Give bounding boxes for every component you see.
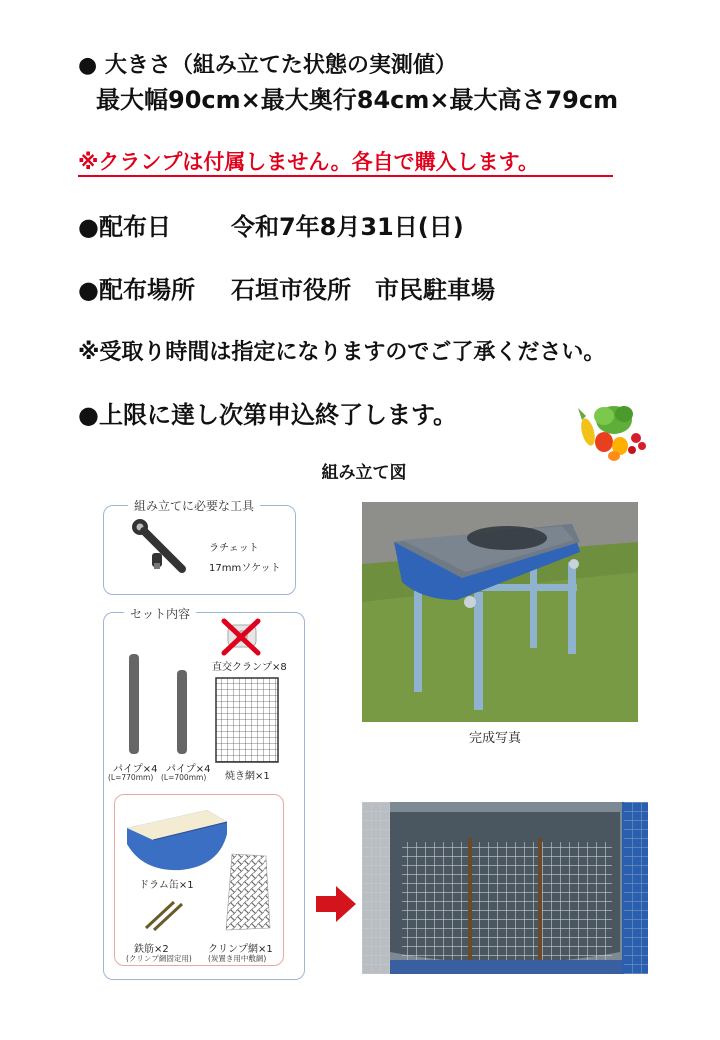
drum-interior-image bbox=[362, 802, 648, 974]
vegetables-illustration bbox=[574, 398, 654, 466]
place-label: ●配布場所 bbox=[78, 276, 195, 304]
limit-note: ●上限に達し次第申込終了します。 bbox=[78, 401, 458, 429]
rebar-label: 鉄筋×2 bbox=[134, 944, 169, 955]
grill-net-label: 焼き網×1 bbox=[225, 771, 270, 782]
clamp-notice: ※クランプは付属しません。各自で購入します。 bbox=[78, 150, 539, 174]
drum-interior-photo bbox=[362, 802, 648, 974]
size-dimensions: 最大幅90cm×最大奥行84cm×最大高さ79cm bbox=[96, 86, 619, 114]
drum-icon bbox=[123, 804, 233, 874]
rebar-icon bbox=[140, 898, 188, 934]
set-contents-title: セット内容 bbox=[124, 605, 196, 622]
pipes-icon bbox=[125, 652, 205, 756]
place-value: 石垣市役所 市民駐車場 bbox=[230, 276, 495, 304]
crimp-net-icon bbox=[222, 852, 272, 932]
distribution-date bbox=[78, 207, 464, 242]
pipe2-label: パイプ×4 bbox=[166, 764, 211, 775]
distribution-place bbox=[78, 270, 495, 305]
crimp-net-note: (炭置き用中敷網) bbox=[208, 954, 267, 963]
pipe1-label: パイプ×4 bbox=[113, 764, 158, 775]
assembly-diagram-title: 組み立て図 bbox=[321, 463, 407, 483]
grill-net-icon bbox=[215, 677, 279, 763]
pickup-time-note: ※受取り時間は指定になりますのでご了承ください。 bbox=[78, 340, 606, 365]
photo-caption: 完成写真 bbox=[469, 731, 522, 746]
ratchet-label: ラチェット bbox=[209, 543, 259, 554]
socket-label: 17mmソケット bbox=[209, 563, 281, 574]
clamp-notice-underline bbox=[78, 175, 613, 177]
size-heading: ● 大きさ（組み立てた状態の実測値） bbox=[78, 53, 457, 78]
ratchet-icon bbox=[128, 517, 208, 587]
pipe1-length: (L=770mm) bbox=[108, 773, 154, 782]
drum-label: ドラム缶×1 bbox=[139, 880, 194, 891]
completed-grill-image bbox=[362, 502, 638, 722]
clamp-label: 直交クランプ×8 bbox=[212, 662, 287, 673]
clamp-crossed-icon bbox=[218, 617, 266, 657]
date-value: 令和7年8月31日(日) bbox=[230, 213, 464, 241]
crimp-net-label: クリンプ網×1 bbox=[208, 944, 273, 955]
tools-panel-title: 組み立てに必要な工具 bbox=[128, 497, 260, 514]
arrow-right-icon bbox=[314, 884, 358, 924]
completed-photo bbox=[362, 502, 638, 722]
date-label: ●配布日 bbox=[78, 213, 171, 241]
pipe2-length: (L=700mm) bbox=[161, 773, 207, 782]
rebar-note: (クリンプ網固定用) bbox=[126, 954, 192, 963]
